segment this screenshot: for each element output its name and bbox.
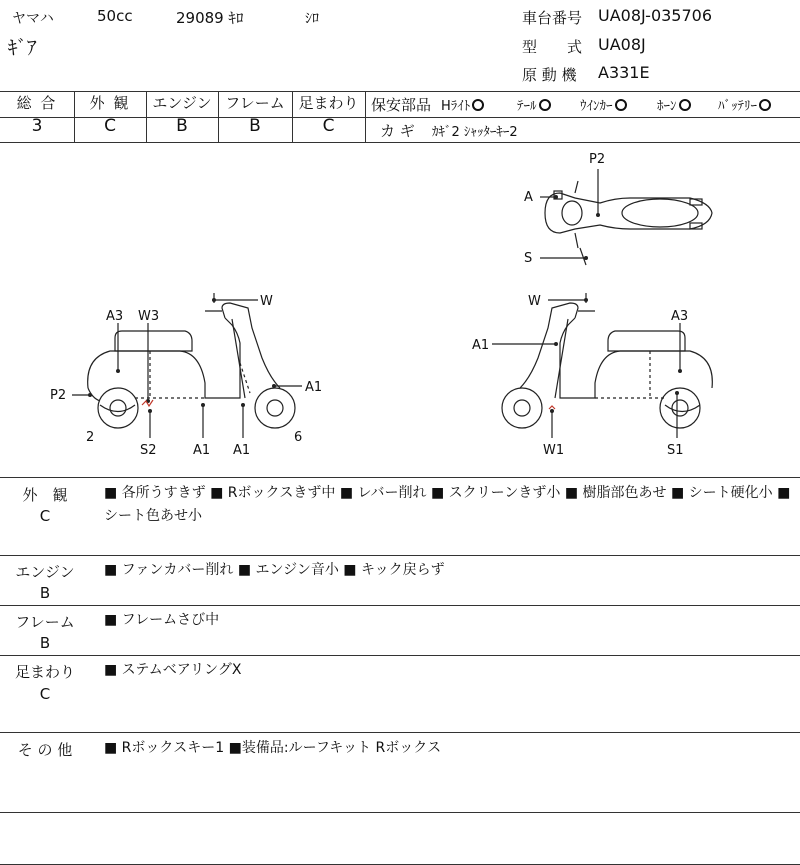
label-a3-left: A3 <box>106 309 124 324</box>
other-section-text: ■ Rボックスキー1 ■装備品:ルーフキット Rボックス <box>104 740 442 756</box>
engine-model-label: 原 動 機 <box>522 66 577 84</box>
label-s-top: S <box>524 251 533 266</box>
scooter-diagram <box>0 143 800 477</box>
damage-mark-icon <box>549 406 555 409</box>
label-p2-top: P2 <box>589 152 606 167</box>
scooter-top-view <box>545 181 712 265</box>
circle-mark-icon <box>759 99 771 111</box>
label-w-right: W <box>528 294 541 309</box>
exterior-grade: C <box>104 116 116 136</box>
displacement: 50cc <box>97 7 133 25</box>
circle-mark-icon <box>472 99 484 111</box>
exterior-section-label: 外 観 <box>22 486 68 504</box>
diagram-bottom-line <box>0 477 800 478</box>
engine-label: エンジン <box>152 94 212 112</box>
engine-section-label: エンジン <box>15 563 75 581</box>
suspension-label: 足まわり <box>298 94 359 112</box>
suspension-grade: C <box>322 116 335 136</box>
frame-no-label: 車台番号 <box>522 9 583 27</box>
label-a1-right: A1 <box>472 338 490 353</box>
label-s2-left: S2 <box>140 443 157 458</box>
frame-grade: B <box>249 116 261 136</box>
label-a-top: A <box>524 190 533 205</box>
key-label: カ ギ <box>380 122 415 140</box>
safety-horn: ﾎｰﾝ <box>657 95 691 114</box>
label-2-left: 2 <box>86 430 95 445</box>
frame-section-label: フレーム <box>15 613 75 631</box>
type-label: 型 式 <box>522 38 583 56</box>
maker: ヤマハ <box>12 11 54 27</box>
circle-mark-icon <box>679 99 691 111</box>
frame-section-text: ■ フレームさび中 <box>104 612 220 628</box>
engine-grade: B <box>176 116 188 136</box>
label-6-left: 6 <box>294 430 303 445</box>
model-name: ｷﾞｱ <box>8 37 37 59</box>
circle-mark-icon <box>539 99 551 111</box>
color: ｼﾛ <box>305 11 319 27</box>
exterior-section-text: ■ 各所うすきず ■ Rボックスきず中 ■ レバー削れ ■ スクリーンきず小 ■ 樹脂部色あせ ■ シート硬化小 ■ シート色あせ小 <box>104 485 791 524</box>
other-section-label: そ の 他 <box>17 741 73 759</box>
label-p2-left: P2 <box>50 388 67 403</box>
label-a1-left-right: A1 <box>305 380 323 395</box>
exterior-section-grade: C <box>39 507 51 525</box>
type-value: UA08J <box>598 35 646 54</box>
label-a1-left-bottom-1: A1 <box>193 443 211 458</box>
label-a1-left-bottom-2: A1 <box>233 443 251 458</box>
engine-model-value: A331E <box>598 63 650 82</box>
frame-section-grade: B <box>39 634 51 652</box>
suspension-section-text: ■ ステムベアリングX <box>104 662 242 678</box>
exterior-label: 外 観 <box>89 94 131 112</box>
safety-label: 保安部品 <box>371 96 432 114</box>
label-s1-right: S1 <box>667 443 684 458</box>
safety-winker: ｳｲﾝｶｰ <box>580 95 627 114</box>
suspension-section-grade: C <box>39 685 51 703</box>
frame-label: フレーム <box>225 94 285 112</box>
label-w3-left: W3 <box>138 309 160 324</box>
engine-section-grade: B <box>39 584 51 602</box>
safety-battery: ﾊﾞｯﾃﾘｰ <box>718 95 771 114</box>
mileage: 29089 ｷﾛ <box>176 9 244 27</box>
key-value: ｶｷﾞ2 ｼｬｯﾀｰｷｰ2 <box>432 125 518 140</box>
safety-mid-line <box>365 117 800 118</box>
label-w1-right: W1 <box>543 443 565 458</box>
engine-section-text: ■ ファンカバー削れ ■ エンジン音小 ■ キック戻らず <box>104 562 445 578</box>
overall-grade: 3 <box>31 116 43 136</box>
suspension-section-label: 足まわり <box>14 663 75 681</box>
circle-mark-icon <box>615 99 627 111</box>
safety-headlight: Hﾗｲﾄ <box>441 95 484 114</box>
label-a3-right: A3 <box>671 309 689 324</box>
label-w-left: W <box>260 294 273 309</box>
safety-taillight: ﾃｰﾙ <box>517 95 551 114</box>
frame-no: UA08J-035706 <box>598 6 713 25</box>
overall-label: 総 合 <box>16 94 58 112</box>
